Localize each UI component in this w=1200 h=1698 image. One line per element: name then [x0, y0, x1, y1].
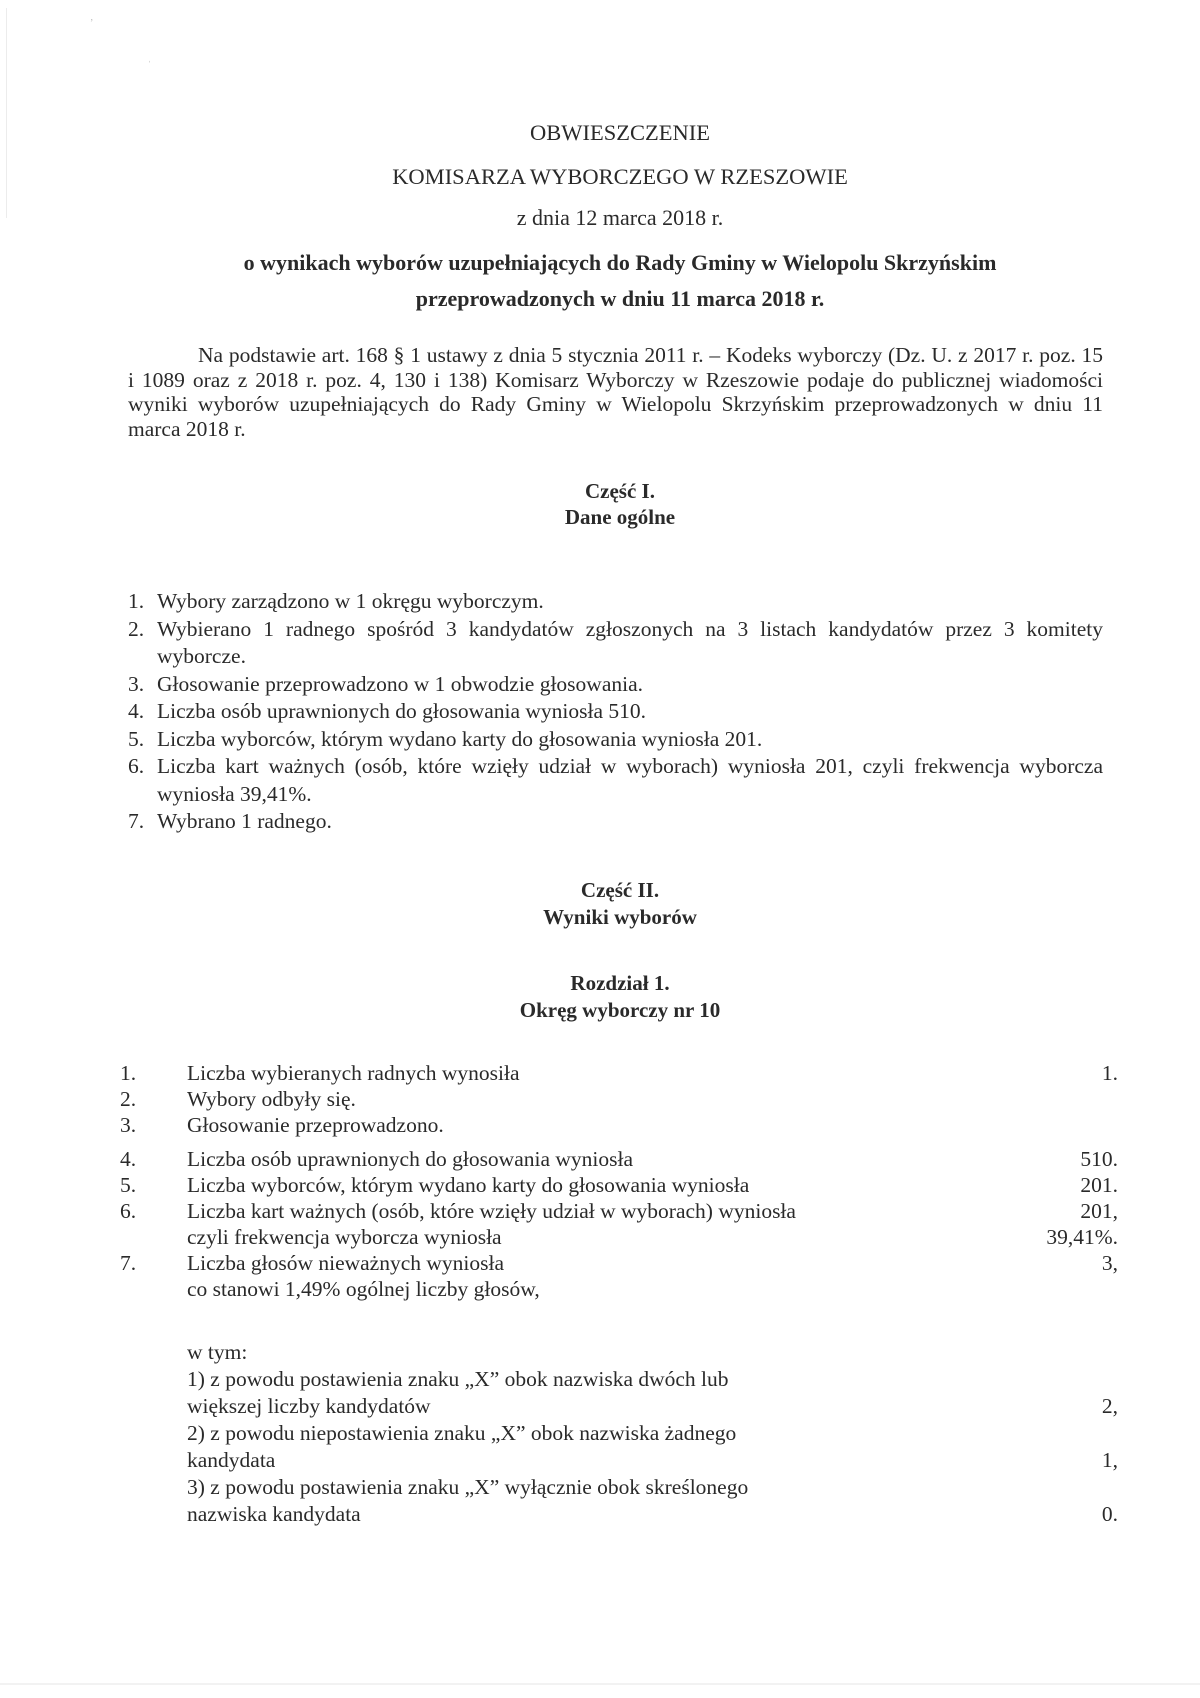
- result-row: [120, 1277, 1118, 1302]
- item-number: 7.: [128, 809, 145, 833]
- row-value: 510.: [1080, 1147, 1118, 1171]
- row-label: Liczba głosów nieważnych wyniosła: [187, 1251, 505, 1275]
- list-item: [128, 588, 1103, 616]
- general-data-list: [128, 588, 1103, 836]
- issuing-authority: KOMISARZA WYBORCZEGO W RZESZOWIE: [392, 164, 848, 189]
- part1-title: Dane ogólne: [564, 505, 676, 529]
- row-value: 201.: [1080, 1173, 1118, 1197]
- chapter-title: Okręg wyborczy nr 10: [519, 998, 721, 1022]
- scan-speck: ʼ: [90, 18, 94, 29]
- reason-text: kandydata: [187, 1448, 276, 1472]
- item-number: 3.: [128, 671, 145, 696]
- result-row: [120, 1061, 1118, 1086]
- row-label: Wybory odbyły się.: [187, 1087, 356, 1111]
- invalid-reason-row: [120, 1394, 1118, 1419]
- reason-text: 2) z powodu niepostawienia znaku „X” obok nazwiska żadnego: [187, 1421, 737, 1445]
- reason-value: 1,: [1101, 1448, 1118, 1472]
- row-number: 1.: [120, 1061, 137, 1085]
- row-label: co stanowi 1,49% ogólnej liczby głosów,: [187, 1277, 540, 1301]
- reason-text: 3) z powodu postawienia znaku „X” wyłącznie obok skreślonego: [187, 1475, 749, 1499]
- row-label: Liczba kart ważnych (osób, które wzięły udział w wyborach) wyniosła: [187, 1199, 796, 1223]
- row-label: Liczba osób uprawnionych do głosowania wyniosła: [187, 1147, 634, 1171]
- invalid-reason-row: [120, 1367, 1118, 1392]
- intro-paragraph: Na podstawie art. 168 § 1 ustawy z dnia 5 stycznia 2011 r. – Kodeks wyborczy (Dz. U. z 2017 r. poz. 15 i 1089 oraz z 2018 r. poz. 4, 130 i 138) Komisarz Wyborczy w Rzeszowie podaje do publicznej wiadomości wyniki wyborów uzupełniających do Rady Gminy w Wielopolu Skrzyńskim przeprowadzonych w dniu 11 marca 2018 r.: [128, 343, 1103, 441]
- result-row: [120, 1087, 1118, 1112]
- including-row: [120, 1340, 1118, 1365]
- row-number: 3.: [120, 1113, 137, 1137]
- item-text: Liczba wyborców, którym wydano karty do głosowania wyniosła 201.: [157, 726, 763, 751]
- item-text: Liczba kart ważnych (osób, które wzięły udział w wyborach) wyniosła 201, czyli frekwencja wyborcza wyniosła 39,41%.: [157, 754, 1103, 806]
- reason-value: 2,: [1101, 1394, 1118, 1418]
- row-number: 7.: [120, 1251, 137, 1275]
- list-item: [128, 808, 1103, 836]
- list-item: [128, 726, 1103, 754]
- item-text: Liczba osób uprawnionych do głosowania wyniosła 510.: [157, 699, 647, 723]
- row-value: 201,: [1080, 1199, 1118, 1223]
- item-text: Wybierano 1 radnego spośród 3 kandydatów zgłoszonych na 3 listach kandydatów przez 3 komitety wyborcze.: [157, 616, 1103, 668]
- subject-line-2: przeprowadzonych w dniu 11 marca 2018 r.: [415, 286, 825, 311]
- item-text: Wybrano 1 radnego.: [157, 809, 332, 833]
- row-label: czyli frekwencja wyborcza wyniosła: [187, 1225, 502, 1249]
- result-row: [120, 1199, 1118, 1224]
- row-number: 5.: [120, 1173, 137, 1197]
- result-row: [120, 1251, 1118, 1276]
- invalid-reason-row: [120, 1502, 1118, 1527]
- reason-value: 0.: [1101, 1502, 1118, 1526]
- result-row: [120, 1113, 1118, 1138]
- including-label: w tym:: [187, 1340, 248, 1364]
- item-number: 2.: [128, 616, 145, 641]
- part1-heading: Część I.: [585, 479, 655, 503]
- item-text: Wybory zarządzono w 1 okręgu wyborczym.: [157, 589, 544, 613]
- row-number: 2.: [120, 1087, 137, 1111]
- row-value: 39,41%.: [1046, 1225, 1118, 1249]
- list-item: [128, 753, 1103, 808]
- item-text: Głosowanie przeprowadzono w 1 obwodzie głosowania.: [157, 671, 644, 696]
- row-label: Liczba wyborców, którym wydano karty do głosowania wyniosła: [187, 1173, 750, 1197]
- result-row: [120, 1173, 1118, 1198]
- scan-speck: ˌ: [148, 52, 152, 63]
- item-number: 4.: [128, 699, 145, 723]
- document-date: z dnia 12 marca 2018 r.: [516, 205, 724, 230]
- reason-text: większej liczby kandydatów: [187, 1394, 431, 1418]
- item-number: 5.: [128, 726, 145, 751]
- reason-text: 1) z powodu postawienia znaku „X” obok nazwiska dwóch lub: [187, 1367, 729, 1391]
- row-value: 1.: [1101, 1061, 1118, 1085]
- reason-text: nazwiska kandydata: [187, 1502, 361, 1526]
- result-row: [120, 1147, 1118, 1172]
- document-title: OBWIESZCZENIE: [530, 120, 710, 145]
- row-value: 3,: [1101, 1251, 1118, 1275]
- item-number: 6.: [128, 754, 145, 778]
- row-number: 6.: [120, 1199, 137, 1223]
- invalid-reason-row: [120, 1421, 1118, 1446]
- invalid-reason-row: [120, 1448, 1118, 1473]
- item-number: 1.: [128, 589, 145, 613]
- row-number: 4.: [120, 1147, 137, 1171]
- row-label: Liczba wybieranych radnych wynosiła: [187, 1061, 520, 1085]
- chapter-heading: Rozdział 1.: [570, 971, 670, 995]
- list-item: [128, 616, 1103, 671]
- list-item: [128, 671, 1103, 699]
- result-row: [120, 1225, 1118, 1250]
- part2-heading: Część II.: [580, 878, 660, 902]
- list-item: [128, 698, 1103, 726]
- invalid-reason-row: [120, 1475, 1118, 1500]
- scan-bottom-line: [0, 1683, 1200, 1685]
- row-label: Głosowanie przeprowadzono.: [187, 1113, 444, 1137]
- subject-line-1: o wynikach wyborów uzupełniających do Rady Gminy w Wielopolu Skrzyńskim: [243, 250, 997, 275]
- part2-title: Wyniki wyborów: [543, 905, 697, 929]
